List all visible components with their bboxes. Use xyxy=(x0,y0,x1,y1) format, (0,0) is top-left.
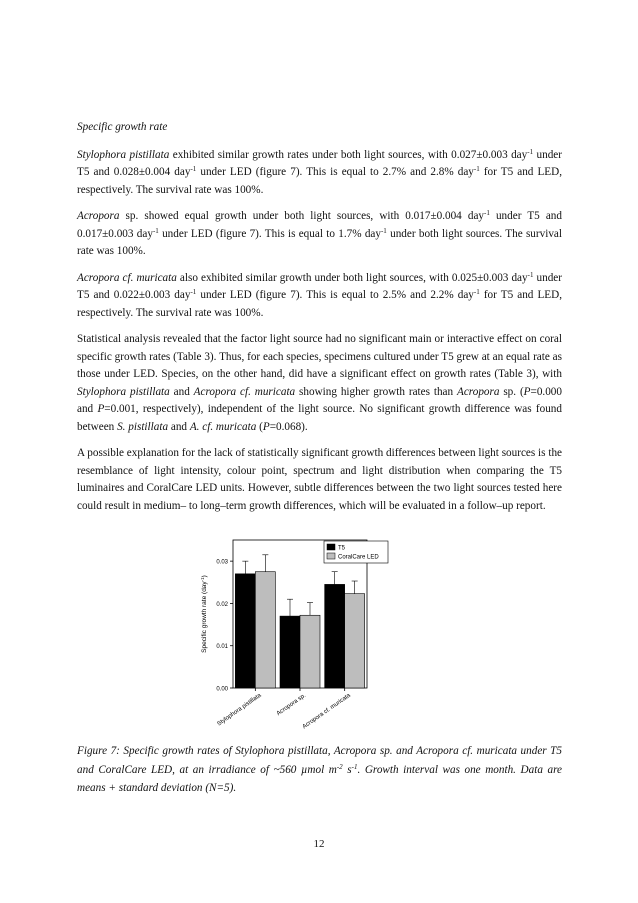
superscript: -1 xyxy=(527,147,534,156)
text-run: under T5 and 0.022±0.003 day xyxy=(77,271,562,301)
bar-coralcare-led xyxy=(300,615,320,688)
text-run: sp. showed equal growth under both light sources, with 0.017±0.004 day xyxy=(119,210,485,222)
species-name: Acropora cf. muricata xyxy=(77,271,177,284)
superscript: -1 xyxy=(484,209,490,217)
x-tick-label: Stylophora pistillata xyxy=(216,692,263,728)
superscript: -1 xyxy=(380,226,387,235)
species-name: A. cf. muricata xyxy=(189,420,257,433)
superscript: -1 xyxy=(351,762,358,771)
text-run: also exhibited similar growth under both light sources, with 0.025±0.003 day xyxy=(176,271,528,284)
p-symbol: P xyxy=(262,420,270,433)
species-name: Stylophora pistillata xyxy=(77,385,170,398)
p-symbol: P xyxy=(97,403,105,415)
superscript: -2 xyxy=(336,762,343,771)
text-run: under T5 and 0.028±0.004 day xyxy=(77,148,562,178)
paragraph-stylophora xyxy=(77,147,562,200)
caption-text: . Growth interval was one month. Data are means + standard deviation (N=5). xyxy=(77,763,562,794)
superscript: -1 xyxy=(527,270,534,279)
legend-swatch xyxy=(327,544,335,550)
text-run: Statistical analysis revealed that the factor light source had no significant main or interactive effect on coral specific growth rates (Table 3). Thus, for each species, specimens cultured under T5 grew at an equal rate as those under LED. Species, on the other hand, did have a significant effect on growth rates (Table 3), with xyxy=(77,333,562,380)
text-run: and xyxy=(169,385,194,398)
superscript: -1 xyxy=(152,226,159,235)
bar-chart xyxy=(197,532,457,742)
species-name: Acropora xyxy=(456,385,500,398)
figure-7-chart xyxy=(197,532,457,742)
text-run: showing higher growth rates than xyxy=(295,385,457,398)
species-name: Acropora cf. muricata xyxy=(193,385,296,398)
text-run: under LED (figure 7). This is equal to 2.7% and 2.8% day xyxy=(196,166,474,178)
text-run: under both light sources. The survival rate was 100%. xyxy=(77,227,562,257)
superscript: -1 xyxy=(473,165,480,173)
text-run: and xyxy=(168,420,190,433)
p-symbol: P xyxy=(523,385,531,398)
species-name: S. pistillata xyxy=(117,420,169,433)
text-run: for T5 and LED, respectively. The survival rate was 100%. xyxy=(77,166,563,196)
text-run: ( xyxy=(256,420,263,433)
figure-caption xyxy=(77,742,562,798)
legend-swatch xyxy=(327,553,335,559)
caption-text: Figure 7: Specific growth rates of Stylophora pistillata, Acropora sp. and Acropora cf. muricata under T5 and CoralCare LED, at an irradiance of ~560 µmol m xyxy=(77,745,562,776)
text-run: for T5 and LED, respectively. The survival rate was 100%. xyxy=(77,289,563,319)
text-run: =0.000 and xyxy=(77,385,562,415)
section-heading: Specific growth rate xyxy=(77,121,168,133)
legend-label: CoralCare LED xyxy=(338,554,379,561)
y-tick-label: 0.00 xyxy=(216,686,228,693)
superscript: -1 xyxy=(473,288,480,296)
x-tick-label: Acropora cf. muricata xyxy=(301,692,352,731)
text-run: =0.068). xyxy=(269,420,308,433)
text-run: exhibited similar growth rates under both light sources, with 0.027±0.003 day xyxy=(169,148,528,161)
bar-t5 xyxy=(280,616,300,688)
bar-coralcare-led xyxy=(345,594,365,688)
x-tick-label: Acropora sp. xyxy=(275,692,308,718)
superscript: -1 xyxy=(190,288,197,296)
paragraph-muricata xyxy=(77,270,562,323)
y-axis-label: Specific growth rate (day$^{-1}$) xyxy=(200,575,208,653)
y-tick-label: 0.01 xyxy=(216,644,228,651)
text-run: under LED (figure 7). This is equal to 1.7% day xyxy=(158,227,381,240)
text-run: =0.001, respectively), independent of the light source. No significant growth difference was found between xyxy=(77,403,562,433)
y-tick-label: 0.02 xyxy=(216,601,228,608)
bar-t5 xyxy=(325,584,345,688)
bar-t5 xyxy=(235,574,255,688)
text-run: sp. ( xyxy=(499,385,524,398)
species-name: Acropora xyxy=(77,210,120,222)
legend-label: T5 xyxy=(338,545,346,552)
superscript: -1 xyxy=(190,165,197,173)
body-text xyxy=(77,119,562,524)
caption-text: s xyxy=(342,763,352,776)
bar-coralcare-led xyxy=(255,572,275,688)
y-tick-label: 0.03 xyxy=(216,559,228,566)
paragraph-acropora xyxy=(77,208,562,261)
paragraph-statistics xyxy=(77,331,562,436)
text-run: under LED (figure 7). This is equal to 2.5% and 2.2% day xyxy=(196,289,474,301)
species-name: Stylophora pistillata xyxy=(77,148,170,161)
paragraph-explanation: A possible explanation for the lack of statistically significant growth differences between light sources is the resemblance of light intensity, colour point, spectrum and light distribution when comparing the T5 luminaires and CoralCare LED units. However, subtle differences between the two light sources tested here could result in medium– to long–term growth differences, which will be evaluated in a follow–up report. xyxy=(77,447,562,512)
text-run: under T5 and 0.017±0.003 day xyxy=(77,210,562,240)
page-number: 12 xyxy=(313,838,325,850)
